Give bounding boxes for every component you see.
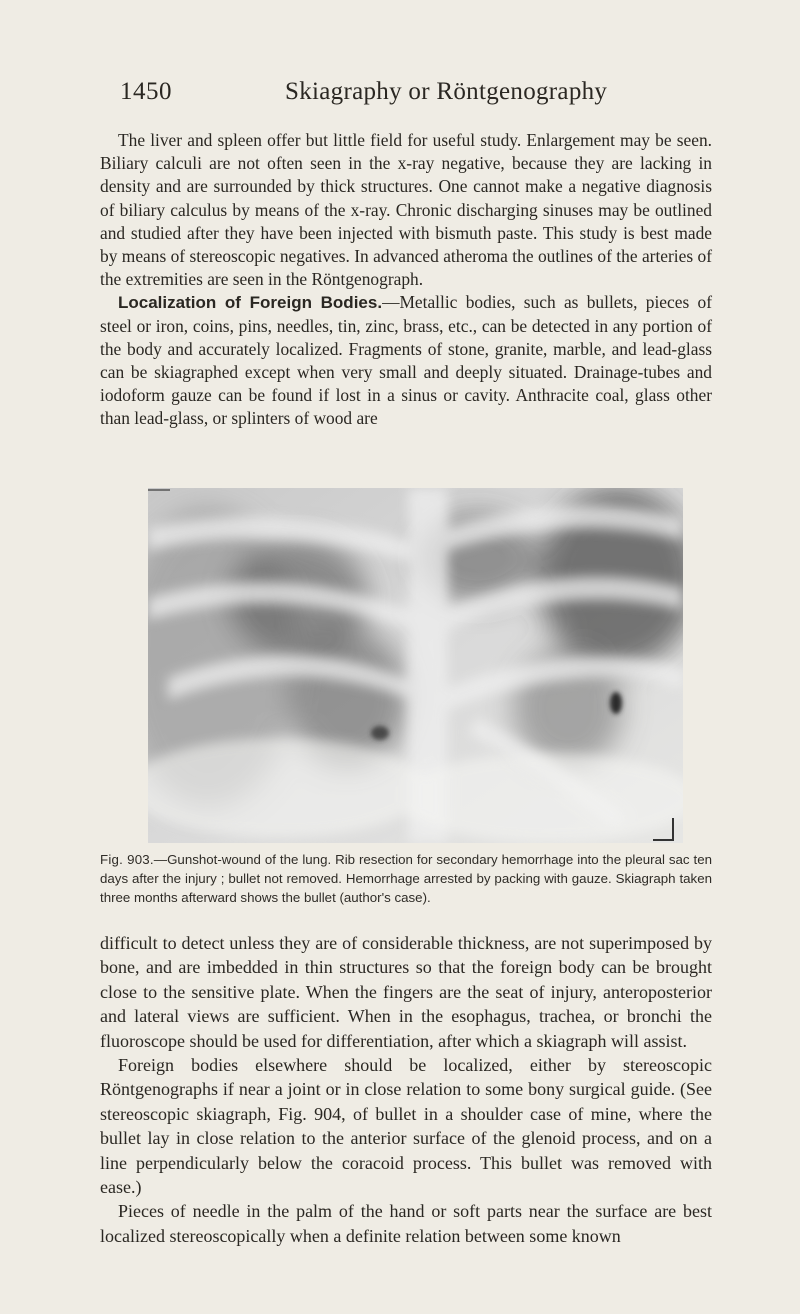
paragraph-text: Foreign bodies elsewhere should be localized, either by stereoscopic Röntgenographs if near a joint or in close relation to some bony surgical guide. (See stereoscopic skiagraph, Fig. 904, of bullet in a shoulder case of mine, where the bullet lay in close relation to the anterior surface of the glenoid process, and on a line perpendicularly below the coracoid process. This bullet was removed with ease.) xyxy=(100,1055,712,1198)
section-heading: Localization of Foreign Bodies. xyxy=(118,293,383,313)
paragraph xyxy=(100,129,712,291)
paragraph-text: —Metallic bodies, such as bullets, pieces of steel or iron, coins, pins, needles, tin, zinc, brass, etc., can be detected in any portion of the body and accurately localized. Fragments of stone, granite, marble, and lead-glass can be skiagraphed except when very small and deeply situated. Drainage-tubes and iodoform gauze can be found if lost in a sinus or cavity. Anthracite coal, glass other than lead-glass, or splinters of wood are xyxy=(100,292,712,429)
xray-image xyxy=(148,488,683,843)
paragraph-text: difficult to detect unless they are of considerable thickness, are not superimposed by bone, and are imbedded in thin structures so that the foreign body can be brought close to the sensitive plate. When the fingers are the seat of injury, anteroposterior and lateral views are sufficient. When in the esophagus, trachea, or bronchi the fluoroscope should be used for differentiation, after which a skiagraph will assist. xyxy=(100,933,712,1051)
paragraph xyxy=(100,291,712,430)
paragraph xyxy=(100,1199,712,1248)
figure-caption xyxy=(100,850,712,908)
paragraph-text: Pieces of needle in the palm of the hand or soft parts near the surface are best localized stereoscopically when a definite relation between some known xyxy=(100,1201,712,1246)
paragraph-text: The liver and spleen offer but little field for useful study. Enlargement may be seen. Biliary calculi are not often seen in the x-ray negative, because they are lacking in density and are surrounded by thick structures. One cannot make a negative diagnosis of biliary calculus by means of the x-ray. Chronic discharging sinuses may be outlined and studied after they have been injected with bismuth paste. This study is best made by means of stereoscopic negatives. In advanced atheroma the outlines of the arteries of the extremities are seen in the Röntgenograph. xyxy=(100,130,712,290)
figure-label: Fig. 903. xyxy=(100,852,154,867)
running-head: Skiagraphy or Röntgenography xyxy=(285,78,608,105)
paragraph xyxy=(100,931,712,1053)
body-text-top xyxy=(100,129,712,431)
page-number: 1450 xyxy=(120,78,172,105)
page-header xyxy=(120,78,720,118)
caption-text: —Gunshot-wound of the lung. Rib resection for secondary hemorrhage into the pleural sac ten days after the injury ; bullet not removed. Hemorrhage arrested by packing with gauze. Skiagraph taken three months afterward shows the bullet (author's case). xyxy=(100,852,712,906)
body-text-bottom xyxy=(100,931,712,1248)
skiagraph-figure xyxy=(148,488,683,843)
paragraph xyxy=(100,1053,712,1199)
